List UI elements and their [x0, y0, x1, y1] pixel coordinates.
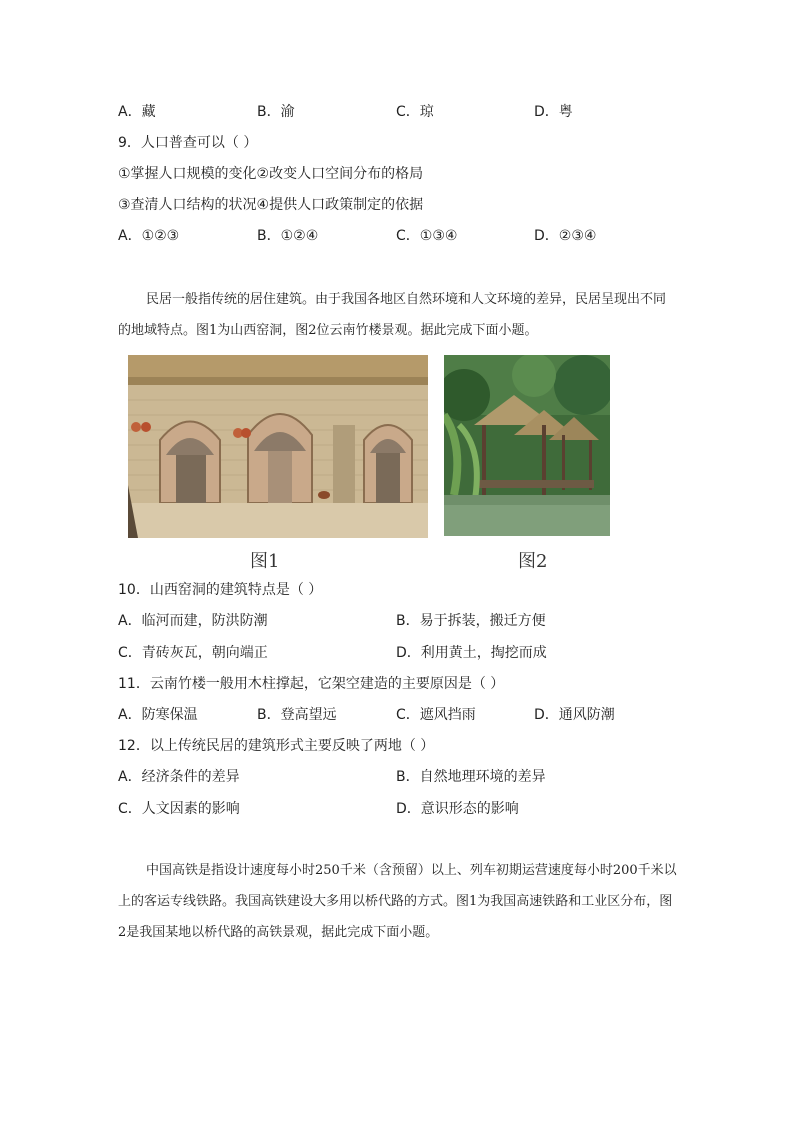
- q12-option-d: D．意识形态的影响: [396, 801, 519, 817]
- q10-option-b: B．易于拆装，搬迁方便: [396, 613, 546, 629]
- q11-option-b: B．登高望远: [257, 707, 337, 723]
- q12-option-a: A．经济条件的差异: [118, 769, 240, 785]
- q9-stem: 9．人口普查可以（ ）: [118, 135, 258, 151]
- cave-dwelling-illustration: [128, 355, 428, 538]
- q11-option-d: D．通风防潮: [534, 707, 615, 723]
- figure-1-caption: 图1: [250, 551, 280, 572]
- figure-2-bamboo-house: [444, 355, 610, 536]
- figure-1-cave-dwelling: [128, 355, 428, 538]
- q8-option-b: B．渝: [257, 104, 295, 120]
- q8-option-c: C．琼: [396, 104, 434, 120]
- q8-option-a: A．藏: [118, 104, 156, 120]
- q8-option-d: D．粤: [534, 104, 573, 120]
- q10-option-c: C．青砖灰瓦，朝向端正: [118, 645, 268, 661]
- q9-option-b: B．①②④: [257, 228, 319, 244]
- q10-option-d: D．利用黄土，掏挖而成: [396, 645, 547, 661]
- q11-option-a: A．防寒保温: [118, 707, 198, 723]
- q9-option-a: A．①②③: [118, 228, 180, 244]
- q9-option-d: D．②③④: [534, 228, 597, 244]
- q10-stem: 10．山西窑洞的建筑特点是（ ）: [118, 582, 323, 598]
- q12-option-c: C．人文因素的影响: [118, 801, 240, 817]
- passage-dwellings: 民居一般指传统的居住建筑。由于我国各地区自然环境和人文环境的差异，民居呈现出不同的地域特点。图1为山西窑洞，图2位云南竹楼景观。据此完成下面小题。: [118, 292, 667, 338]
- q11-stem: 11．云南竹楼一般用木柱撑起，它架空建造的主要原因是（ ）: [118, 676, 505, 692]
- bamboo-house-illustration: [444, 355, 610, 536]
- q12-stem: 12．以上传统民居的建筑形式主要反映了两地（ ）: [118, 738, 435, 754]
- q11-option-c: C．遮风挡雨: [396, 707, 476, 723]
- passage-high-speed-rail: 中国高铁是指设计速度每小时250千米（含预留）以上、列车初期运营速度每小时200千米以上的客运专线铁路。我国高铁建设大多用以桥代路的方式。图1为我国高速铁路和工业区分布，图2是我国某地以桥代路的高铁景观，据此完成下面小题。: [118, 863, 677, 940]
- figure-2-caption: 图2: [518, 551, 548, 572]
- q12-option-b: B．自然地理环境的差异: [396, 769, 546, 785]
- q9-statement-line-2: ③查清人口结构的状况④提供人口政策制定的依据: [118, 197, 424, 213]
- q9-statement-line-1: ①掌握人口规模的变化②改变人口空间分布的格局: [118, 166, 424, 182]
- q9-option-c: C．①③④: [396, 228, 458, 244]
- q10-option-a: A．临河而建，防洪防潮: [118, 613, 268, 629]
